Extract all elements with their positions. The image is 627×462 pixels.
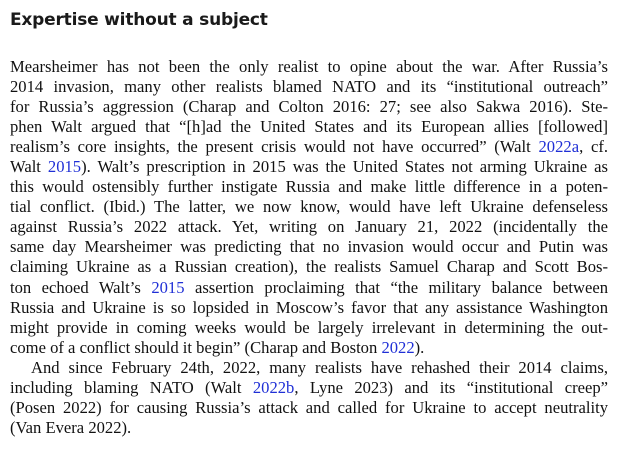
text-segment: Walt (10, 157, 48, 177)
text-segment: realism’s core insights, the present crisis would not have occurred” (Walt (10, 137, 539, 157)
text-segment: this would ostensibly further instigate Russia and make little difference in a poten- (10, 177, 608, 197)
text-segment: , cf. (579, 137, 608, 157)
text-line (10, 237, 608, 257)
text-line (10, 57, 608, 77)
section-heading: Expertise without a subject (10, 10, 268, 30)
citation-link[interactable]: 2022 (381, 337, 415, 357)
text-segment: assertion proclaiming that “the military balance between (184, 277, 608, 297)
text-segment: ). Walt’s prescription in 2015 was the United States not arming Ukraine as (81, 157, 608, 177)
text-line (10, 338, 608, 358)
document-page (10, 0, 608, 462)
text-line (10, 278, 608, 298)
text-line (10, 318, 608, 338)
text-line (10, 358, 608, 378)
text-line (10, 117, 608, 137)
text-segment: tial conflict. (Ibid.) The latter, we now know, would have left Ukraine defenseless (10, 197, 608, 217)
text-segment: phen Walt argued that “[h]ad the United States and its European allies [followed] (10, 117, 608, 137)
citation-link[interactable]: 2015 (47, 157, 82, 177)
text-segment: 2014 invasion, many other realists blamed NATO and its “institutional outreach” (10, 77, 608, 97)
paragraph (10, 358, 608, 438)
text-line (10, 157, 608, 177)
text-segment: ton echoed Walt’s (10, 277, 152, 297)
text-segment: come of a conflict should it begin” (Charap and Boston (10, 337, 382, 357)
text-segment: might provide in coming weeks would be largely irrelevant in determining the out- (10, 317, 608, 337)
body-text (10, 57, 608, 438)
text-line (10, 398, 608, 418)
text-line (10, 217, 608, 237)
text-line (10, 137, 608, 157)
text-line (10, 177, 608, 197)
text-line (10, 418, 608, 438)
text-segment: including blaming NATO (Walt (10, 377, 253, 397)
citation-link[interactable]: 2015 (151, 277, 185, 297)
text-segment: same day Mearsheimer was predicting that no invasion would occur and Putin was (10, 237, 608, 257)
text-line (10, 97, 608, 117)
citation-link[interactable]: 2022b (252, 377, 295, 397)
text-segment: , Lyne 2023) and its “institutional creep” (294, 377, 608, 397)
text-line (10, 378, 608, 398)
text-segment: against Russia’s 2022 attack. Yet, writing on January 21, 2022 (incidentally the (10, 217, 608, 237)
text-segment: Russia and Ukraine is so lopsided in Moscow’s favor that any assistance Washington (10, 297, 608, 317)
text-segment: Mearsheimer has not been the only realist to opine about the war. After Russia’s (10, 57, 608, 76)
text-line (10, 197, 608, 217)
text-segment: And since February 24th, 2022, many realists have rehashed their 2014 claims, (31, 357, 608, 377)
citation-link[interactable]: 2022a (538, 137, 580, 157)
text-line (10, 257, 608, 277)
text-segment: (Van Evera 2022). (10, 417, 132, 437)
text-line (10, 77, 608, 97)
text-segment: ). (414, 337, 425, 357)
paragraph (10, 57, 608, 358)
text-line (10, 298, 608, 318)
text-segment: (Posen 2022) for causing Russia’s attack and called for Ukraine to accept neutrality (10, 397, 608, 417)
text-segment: claiming Ukraine as a Russian creation), the realists Samuel Charap and Scott Bos- (10, 257, 608, 277)
text-segment: for Russia’s aggression (Charap and Colton 2016: 27; see also Sakwa 2016). Ste- (10, 97, 608, 117)
